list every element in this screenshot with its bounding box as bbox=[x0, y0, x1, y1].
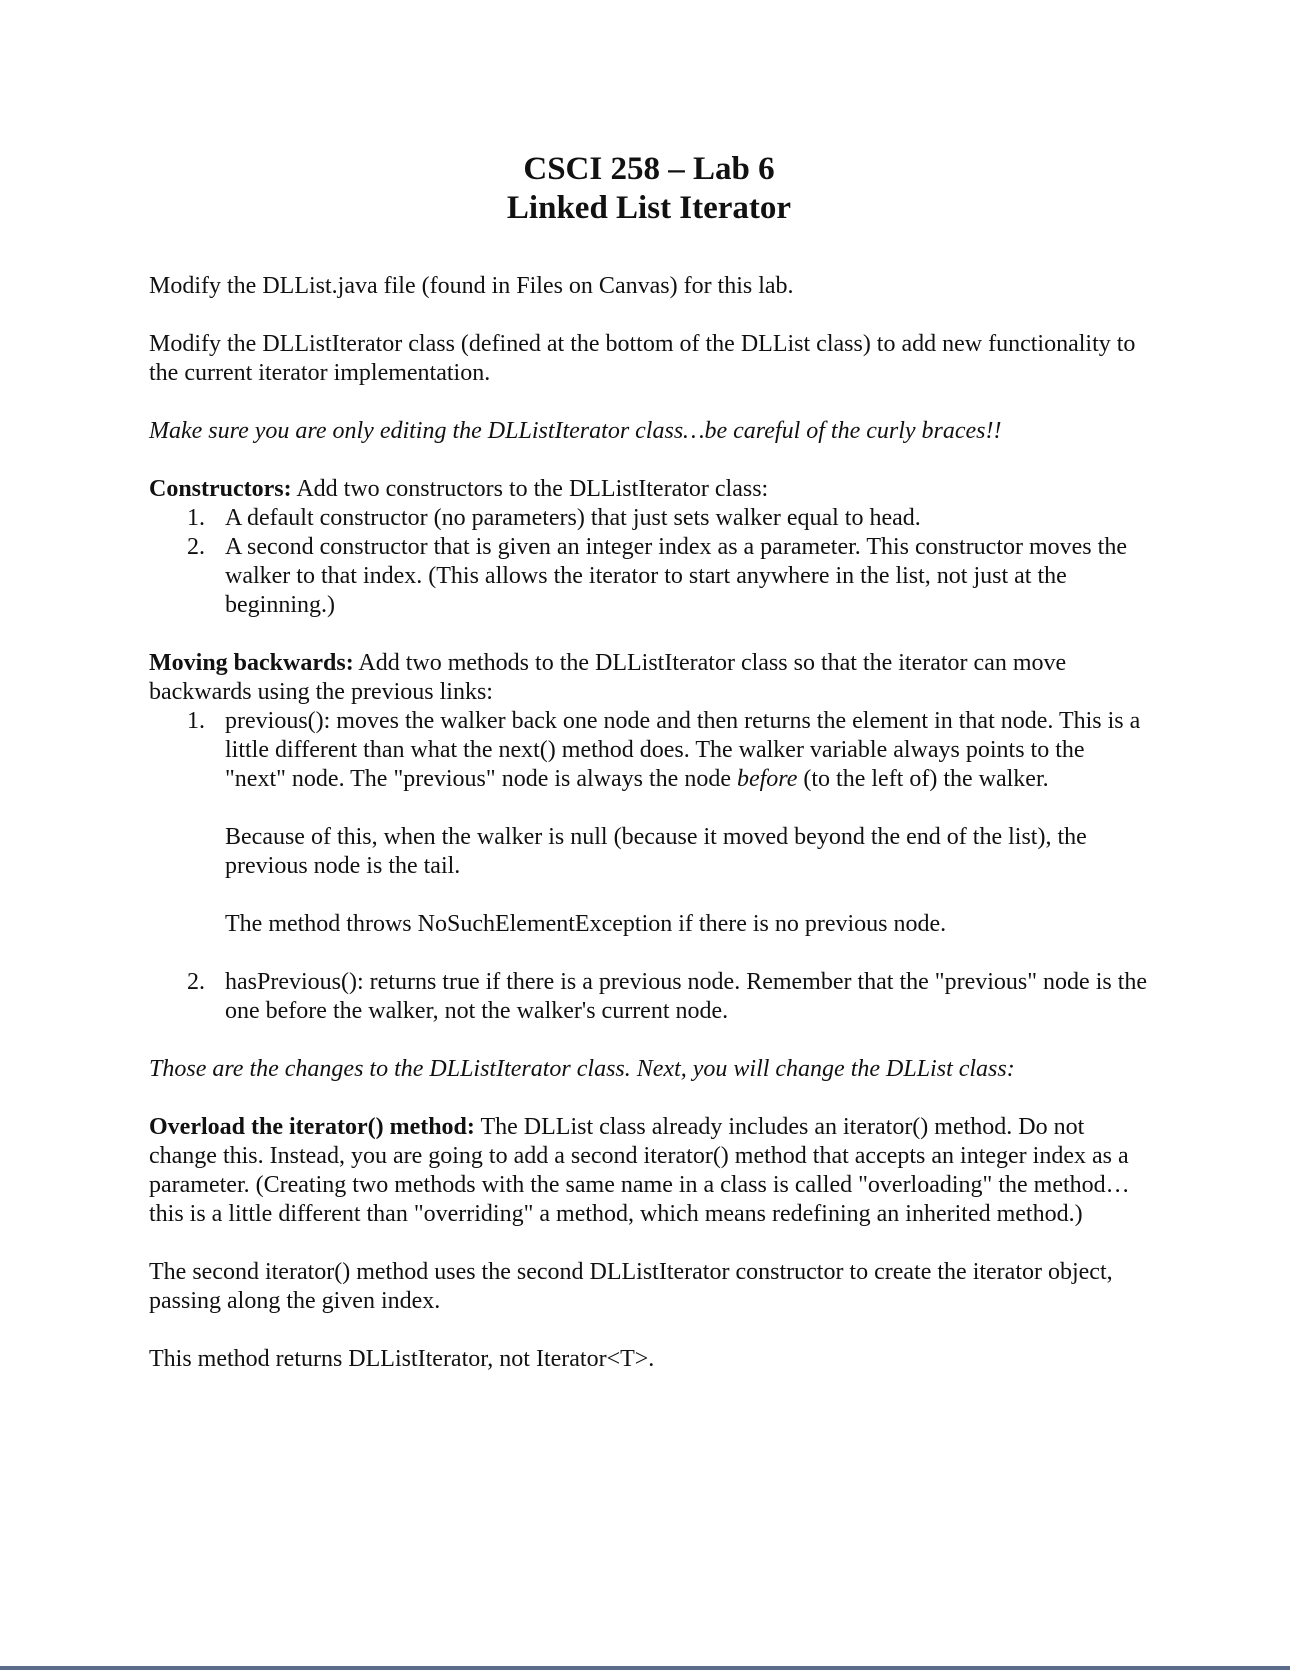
previous-text-emphasis: before bbox=[736, 766, 798, 792]
constructors-intro bbox=[149, 475, 1149, 504]
previous-method-description bbox=[225, 707, 1149, 794]
backwards-section bbox=[149, 649, 1149, 1026]
overload-paragraph-2: The second iterator() method uses the second DLListIterator constructor to create the iterator object, passing along the given index. bbox=[149, 1259, 1113, 1314]
list-item bbox=[149, 533, 1149, 620]
backwards-lead: Add two methods to the DLListIterator class so that the iterator can move backwards using the previous links: bbox=[149, 650, 1067, 705]
list-number: 1. bbox=[187, 708, 205, 734]
backwards-heading: Moving backwards: bbox=[149, 650, 354, 676]
list-item bbox=[149, 707, 1149, 939]
constructors-lead: Add two constructors to the DLListIterator class: bbox=[291, 476, 769, 502]
transition-paragraph: Those are the changes to the DLListIterator class. Next, you will change the DLList class: bbox=[149, 1056, 1015, 1082]
title-line-1: CSCI 258 – Lab 6 bbox=[523, 151, 775, 187]
list-number: 2. bbox=[187, 969, 205, 995]
overload-paragraph-3: This method returns DLListIterator, not Iterator<T>. bbox=[149, 1346, 655, 1372]
intro-warning: Make sure you are only editing the DLListIterator class…be careful of the curly braces!! bbox=[149, 418, 1002, 444]
intro-paragraph-2: Modify the DLListIterator class (defined at the bottom of the DLList class) to add new functionality to the current iterator implementation. bbox=[149, 331, 1136, 386]
list-item-text: A default constructor (no parameters) that just sets walker equal to head. bbox=[225, 505, 921, 531]
overload-text: The DLList class already includes an iterator() method. Do not change this. Instead, you are going to add a second iterator() method that accepts an integer index as a parameter. (Creating two methods with the same name in a class is called "overloading" the method…this is a little different than "overriding" a method, which means redefining an inherited method.) bbox=[149, 1114, 1130, 1227]
list-number: 2. bbox=[187, 534, 205, 560]
list-number: 1. bbox=[187, 505, 205, 531]
intro-paragraph-1: Modify the DLList.java file (found in Files on Canvas) for this lab. bbox=[149, 273, 794, 299]
page-bottom-border bbox=[0, 1666, 1290, 1670]
constructors-list bbox=[149, 504, 1149, 620]
list-item bbox=[149, 504, 1149, 533]
backwards-intro bbox=[149, 649, 1149, 707]
document-title bbox=[149, 150, 1149, 228]
constructors-heading: Constructors: bbox=[149, 476, 292, 502]
list-item-text: A second constructor that is given an integer index as a parameter. This constructor moves the walker to that index. (This allows the iterator to start anywhere in the list, not just at the beginning.) bbox=[225, 534, 1127, 618]
title-line-2: Linked List Iterator bbox=[506, 190, 792, 226]
previous-exception-note: The method throws NoSuchElementException if there is no previous node. bbox=[225, 911, 947, 937]
previous-null-note: Because of this, when the walker is null (because it moved beyond the end of the list), the previous node is the tail. bbox=[225, 824, 1087, 879]
document-body bbox=[149, 150, 1149, 1403]
overload-heading: Overload the iterator() method: bbox=[149, 1114, 475, 1140]
constructors-section bbox=[149, 475, 1149, 620]
list-item bbox=[149, 968, 1149, 1026]
backwards-list bbox=[149, 707, 1149, 1026]
previous-text-b: (to the left of) the walker. bbox=[797, 766, 1049, 792]
previous-text-a: previous(): moves the walker back one node and then returns the element in that node. This is a little different than what the next() method does. The walker variable always points to the "next" node. The "previous" node is always the node bbox=[225, 708, 1141, 792]
overload-paragraph bbox=[149, 1113, 1149, 1229]
list-item-text: hasPrevious(): returns true if there is a previous node. Remember that the "previous" node is the one before the walker, not the walker's current node. bbox=[225, 969, 1148, 1024]
